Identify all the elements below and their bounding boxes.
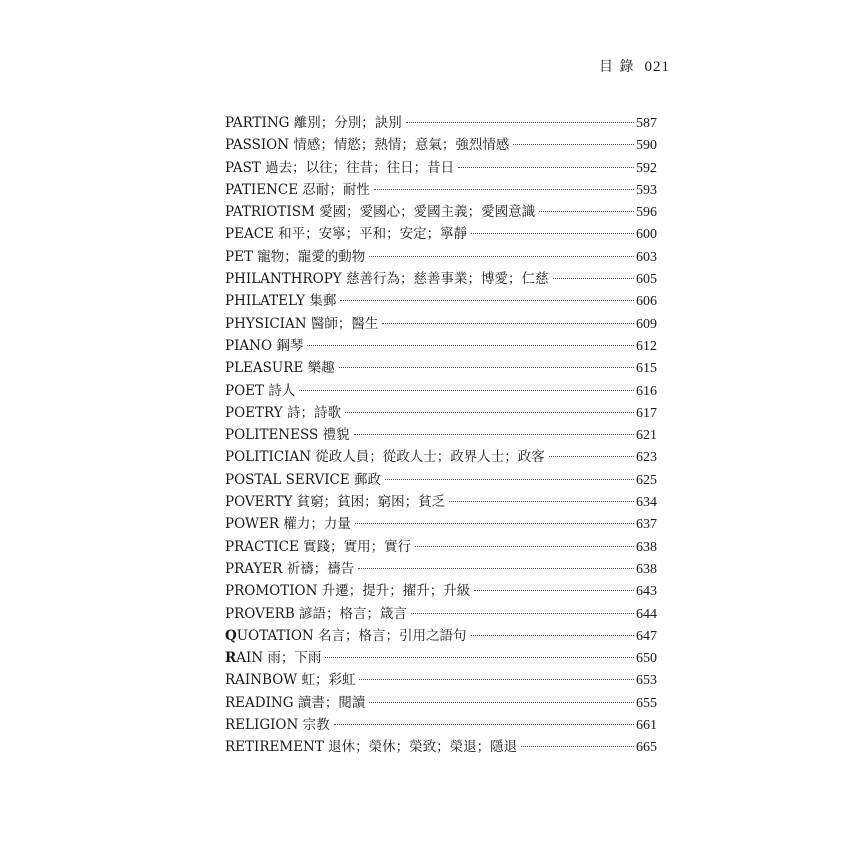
dot-leader xyxy=(385,479,634,480)
toc-entry-page: 593 xyxy=(636,182,657,198)
toc-entry-page: 643 xyxy=(636,584,657,600)
toc-entry-text: PROMOTION 升遷；提升；擢升；升級 xyxy=(225,583,471,600)
dot-leader xyxy=(474,590,634,591)
toc-entry-title xyxy=(225,402,341,424)
dot-leader xyxy=(369,256,634,257)
toc-entry-text: PHILATELY 集郵 xyxy=(225,293,337,310)
toc-entry-page: 621 xyxy=(636,428,657,444)
toc-entry-text: PIANO 鋼琴 xyxy=(225,337,304,354)
toc-entry-text: POWER 權力；力量 xyxy=(225,516,351,533)
dot-leader xyxy=(299,390,634,391)
toc-entry xyxy=(225,580,657,602)
toc-entry xyxy=(225,268,657,290)
dot-leader xyxy=(354,434,634,435)
toc-entry-page: 617 xyxy=(636,405,657,421)
toc-entry-text: PAST 過去；以往；往昔；往日；昔日 xyxy=(225,159,455,176)
toc-entry-text: PLEASURE 樂趣 xyxy=(225,360,335,377)
toc-entry-title xyxy=(225,290,336,312)
toc-entry xyxy=(225,313,657,335)
toc-entry xyxy=(225,736,657,758)
dot-leader xyxy=(325,657,634,658)
toc-entry-title xyxy=(225,424,350,446)
toc-entry-title xyxy=(225,112,402,134)
toc-entry-lead-letter: R xyxy=(225,650,237,667)
dot-leader xyxy=(406,122,634,123)
toc-entry xyxy=(225,446,657,468)
toc-entry-text: PASSION 情感；情慾；熱情；意氣；強烈情感 xyxy=(225,137,510,154)
dot-leader xyxy=(345,412,634,413)
header-page-number: 021 xyxy=(644,59,670,75)
toc-entry-lead-letter: Q xyxy=(225,627,237,644)
toc-entry-title xyxy=(225,580,470,602)
toc-entry xyxy=(225,157,657,179)
dot-leader xyxy=(334,724,634,725)
dot-leader xyxy=(553,278,634,279)
dot-leader xyxy=(382,323,634,324)
toc-entry-text: AIN 雨；下雨 xyxy=(236,650,322,667)
toc-entry-text: POVERTY 貧窮；貧困；窮困；貧乏 xyxy=(225,494,446,511)
toc-entry-title xyxy=(225,491,445,513)
dot-leader xyxy=(374,189,634,190)
toc-entry-text: PEACE 和平；安寧；平和；安定；寧靜 xyxy=(225,226,468,243)
toc-entry-text: PHYSICIAN 醫師；醫生 xyxy=(225,315,379,332)
toc-entry-text: POLITENESS 禮貌 xyxy=(225,427,350,444)
toc-entry xyxy=(225,380,657,402)
toc-entry-title xyxy=(225,335,303,357)
toc-entry-title xyxy=(225,380,295,402)
toc-entry xyxy=(225,603,657,625)
toc-entry-title xyxy=(225,179,370,201)
toc-entry-title xyxy=(225,469,381,491)
toc-entry-page: 647 xyxy=(636,628,657,644)
toc-entry-text: POETRY 詩；詩歌 xyxy=(225,404,341,421)
dot-leader xyxy=(458,167,634,168)
dot-leader xyxy=(449,501,634,502)
toc-entry-text: PET 寵物；寵愛的動物 xyxy=(225,248,366,265)
toc-entry-title xyxy=(225,313,378,335)
page-header xyxy=(599,56,670,76)
toc-entry-title xyxy=(225,201,535,223)
toc-entry xyxy=(225,290,657,312)
toc-entry-page: 623 xyxy=(636,450,657,466)
toc-entry-page: 603 xyxy=(636,249,657,265)
toc-entry-text: PRACTICE 實踐；實用；實行 xyxy=(225,538,412,555)
dot-leader xyxy=(307,345,634,346)
toc-entry-page: 665 xyxy=(636,740,657,756)
toc-entry-page: 644 xyxy=(636,606,657,622)
toc-entry-page: 592 xyxy=(636,160,657,176)
toc-entry xyxy=(225,692,657,714)
toc-entry-text: READING 讀書；閱讀 xyxy=(225,694,366,711)
toc-entry-title xyxy=(225,536,411,558)
toc-entry-title xyxy=(225,647,321,669)
table-of-contents xyxy=(225,112,657,759)
toc-entry xyxy=(225,335,657,357)
dot-leader xyxy=(358,568,634,569)
toc-entry xyxy=(225,246,657,268)
toc-entry-page: 650 xyxy=(636,651,657,667)
header-title: 目 錄 xyxy=(599,59,635,75)
toc-entry-page: 590 xyxy=(636,138,657,154)
dot-leader xyxy=(411,613,634,614)
toc-entry-title xyxy=(225,157,454,179)
toc-entry xyxy=(225,558,657,580)
toc-entry-text: PARTING 離別；分別；訣別 xyxy=(225,115,402,131)
toc-entry-page: 653 xyxy=(636,673,657,689)
toc-entry xyxy=(225,469,657,491)
toc-entry-page: 615 xyxy=(636,361,657,377)
dot-leader xyxy=(415,546,634,547)
toc-entry xyxy=(225,647,657,669)
toc-entry-text: PRAYER 祈禱；禱告 xyxy=(225,560,355,577)
dot-leader xyxy=(513,144,634,145)
toc-entry-title xyxy=(225,692,365,714)
toc-entry-page: 638 xyxy=(636,561,657,577)
toc-entry-text: PROVERB 諺語；格言；箴言 xyxy=(225,605,408,622)
toc-entry-title xyxy=(225,736,517,758)
toc-entry-page: 661 xyxy=(636,718,657,734)
toc-entry-title xyxy=(225,625,467,647)
toc-entry-page: 606 xyxy=(636,294,657,310)
toc-entry-title xyxy=(225,134,509,156)
toc-entry xyxy=(225,491,657,513)
toc-entry-page: 609 xyxy=(636,316,657,332)
toc-entry-page: 596 xyxy=(636,205,657,221)
toc-entry xyxy=(225,112,657,134)
toc-entry-page: 655 xyxy=(636,695,657,711)
toc-entry-title xyxy=(225,446,545,468)
toc-entry-text: RAINBOW 虹；彩虹 xyxy=(225,672,356,689)
toc-entry-page: 600 xyxy=(636,227,657,243)
dot-leader xyxy=(521,746,634,747)
toc-entry-text: POLITICIAN 從政人員；從政人士；政界人士；政客 xyxy=(225,449,545,466)
toc-entry-page: 625 xyxy=(636,472,657,488)
toc-entry xyxy=(225,714,657,736)
toc-entry-title xyxy=(225,268,549,290)
toc-entry xyxy=(225,669,657,691)
toc-entry xyxy=(225,513,657,535)
toc-entry xyxy=(225,134,657,156)
toc-entry xyxy=(225,536,657,558)
toc-entry-title xyxy=(225,714,330,736)
toc-entry-title xyxy=(225,558,354,580)
toc-entry-text: PATRIOTISM 愛國；愛國心；愛國主義；愛國意識 xyxy=(225,204,536,221)
toc-entry-title xyxy=(225,603,407,625)
toc-entry-page: 634 xyxy=(636,495,657,511)
dot-leader xyxy=(340,300,634,301)
toc-entry-text: POSTAL SERVICE 郵政 xyxy=(225,471,382,488)
toc-entry xyxy=(225,402,657,424)
toc-entry-text: UOTATION 名言；格言；引用之語句 xyxy=(236,627,467,644)
toc-entry xyxy=(225,201,657,223)
toc-entry-text: RELIGION 宗教 xyxy=(225,717,330,734)
dot-leader xyxy=(359,679,634,680)
toc-entry xyxy=(225,179,657,201)
toc-entry-page: 605 xyxy=(636,272,657,288)
toc-entry-title xyxy=(225,513,351,535)
toc-entry-text: POET 詩人 xyxy=(225,382,296,399)
toc-entry-page: 612 xyxy=(636,338,657,354)
dot-leader xyxy=(369,702,634,703)
toc-entry-text: PHILANTHROPY 慈善行為；慈善事業；博愛；仁慈 xyxy=(225,271,549,288)
dot-leader xyxy=(539,211,634,212)
toc-entry-title xyxy=(225,669,355,691)
dot-leader xyxy=(549,456,634,457)
dot-leader xyxy=(471,233,634,234)
dot-leader xyxy=(471,635,635,636)
toc-entry xyxy=(225,625,657,647)
toc-entry-page: 587 xyxy=(636,116,657,131)
toc-entry-page: 616 xyxy=(636,383,657,399)
toc-entry-title xyxy=(225,246,365,268)
toc-entry-page: 638 xyxy=(636,539,657,555)
toc-entry-text: PATIENCE 忍耐；耐性 xyxy=(225,181,370,198)
toc-entry xyxy=(225,424,657,446)
dot-leader xyxy=(355,523,634,524)
toc-entry-text: RETIREMENT 退休；榮休；榮致；榮退；隱退 xyxy=(225,739,518,756)
toc-entry xyxy=(225,223,657,245)
toc-entry-title xyxy=(225,357,335,379)
toc-entry-title xyxy=(225,223,467,245)
toc-entry xyxy=(225,357,657,379)
dot-leader xyxy=(339,367,634,368)
toc-entry-page: 637 xyxy=(636,517,657,533)
